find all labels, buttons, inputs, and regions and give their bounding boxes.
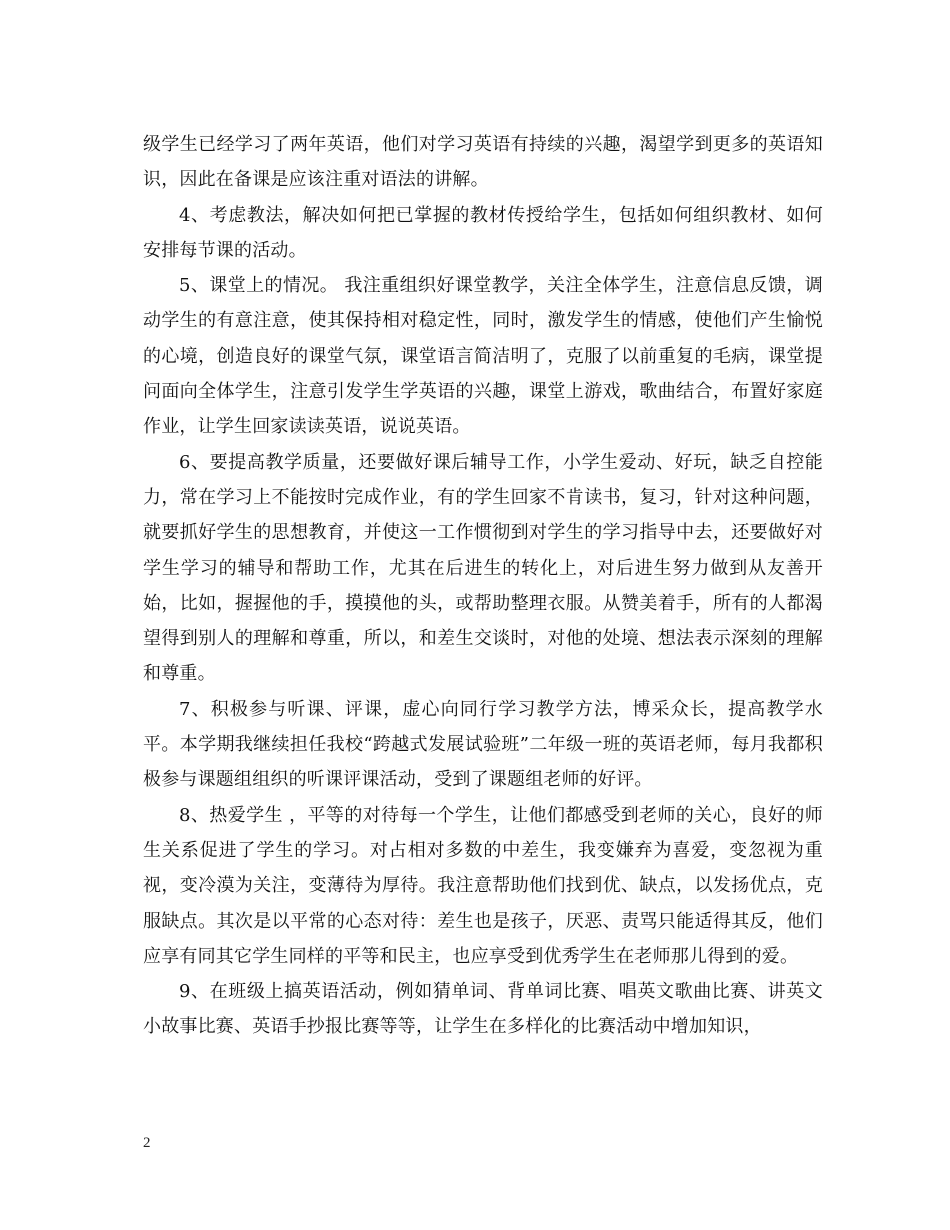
- paragraph-5-classroom: 5、课堂上的情况。 我注重组织好课堂教学，关注全体学生，注意信息反馈，调动学生的有意注意，使其保持相对稳定性，同时，激发学生的情感，使他们产生愉悦的心境，创造良好的课堂气氛，课堂语言简洁明了，克服了以前重复的毛病，课堂提问面向全体学生，注意引发学生学英语的兴趣，课堂上游戏，歌曲结合，布置好家庭作业，让学生回家读读英语，说说英语。: [143, 275, 823, 438]
- paragraph-9-english-activities: 9、在班级上搞英语活动，例如猜单词、背单词比赛、唱英文歌曲比赛、讲英文小故事比赛、英语手抄报比赛等等，让学生在多样化的比赛活动中增加知识，: [143, 981, 823, 1038]
- paragraph-6-tutoring: 6、要提高教学质量，还要做好课后辅导工作，小学生爱动、好玩，缺乏自控能力，常在学习上不能按时完成作业，有的学生回家不肯读书，复习，针对这种问题，就要抓好学生的思想教育，并使这一工作惯彻到对学生的学习指导中去，还要做好对学生学习的辅导和帮助工作，尤其在后进生的转化上，对后进生努力做到从友善开始，比如，握握他的手，摸摸他的头，或帮助整理衣服。从赞美着手，所有的人都渴望得到别人的理解和尊重，所以，和差生交谈时，对他的处境、想法表示深刻的理解和尊重。: [143, 451, 823, 685]
- paragraph-4-teaching-method: 4、考虑教法，解决如何把已掌握的教材传授给学生，包括如何组织教材、如何安排每节课的活动。: [143, 204, 823, 261]
- paragraph-7-lesson-observation: 7、积极参与听课、评课，虚心向同行学习教学方法，博采众长，提高教学水平。本学期我继续担任我校“跨越式发展试验班”二年级一班的英语老师，每月我都积极参与课题组组织的听课评课活动，受到了课题组老师的好评。: [143, 698, 823, 791]
- paragraph-continued: 级学生已经学习了两年英语，他们对学习英语有持续的兴趣，渴望学到更多的英语知识，因此在备课是应该注重对语法的讲解。: [143, 134, 823, 191]
- page-number: 2: [143, 1135, 151, 1151]
- document-body: [143, 127, 823, 1045]
- paragraph-8-love-students: 8、热爱学生 ，平等的对待每一个学生，让他们都感受到老师的关心，良好的师生关系促进了学生的学习。对占相对多数的中差生，我变嫌弃为喜爱，变忽视为重视，变冷漠为关注，变薄待为厚待。我注意帮助他们找到优、缺点，以发扬优点，克服缺点。其次是以平常的心态对待：差生也是孩子，厌恶、责骂只能适得其反，他们应享有同其它学生同样的平等和民主，也应享受到优秀学生在老师那儿得到的爱。: [143, 804, 823, 967]
